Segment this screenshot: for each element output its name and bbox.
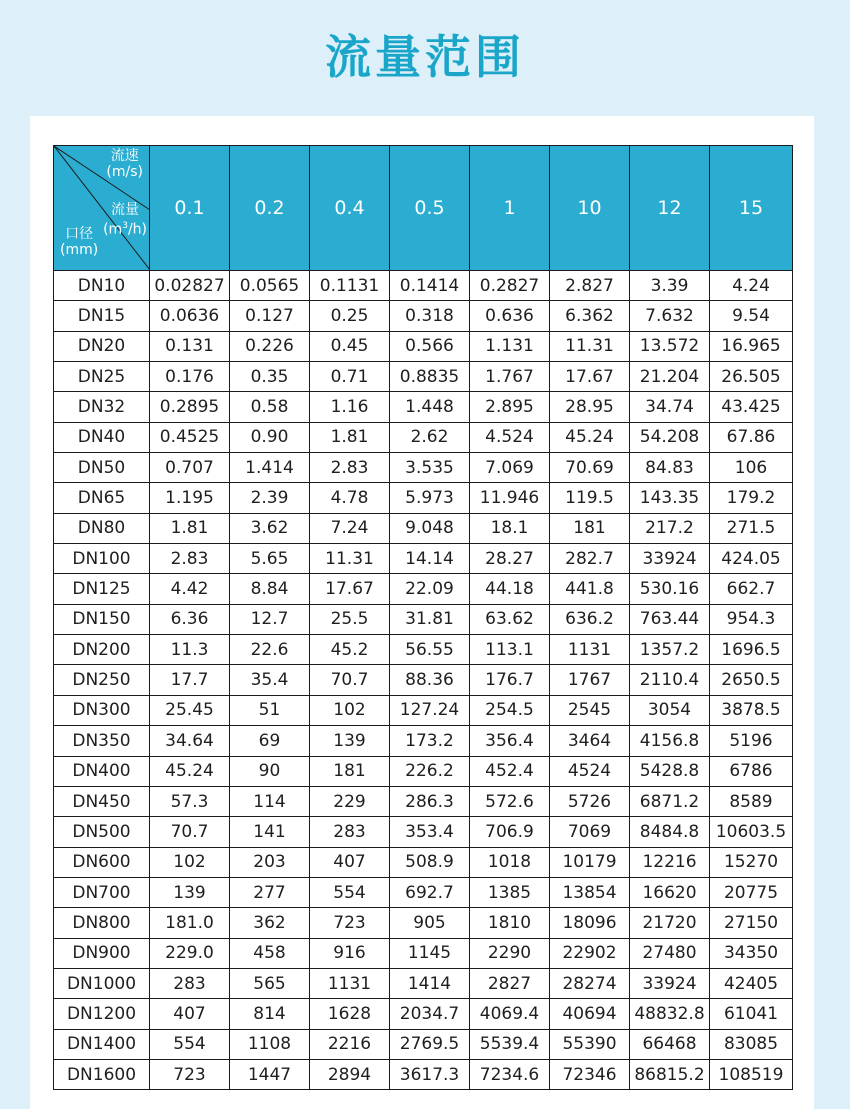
flow-value-cell: 70.7 <box>150 817 230 847</box>
table-row <box>54 271 793 301</box>
flow-value-cell: 22902 <box>550 938 630 968</box>
flow-value-cell: 565 <box>230 968 310 998</box>
flow-value-cell: 12216 <box>630 847 710 877</box>
flow-value-cell: 28.95 <box>550 392 630 422</box>
flow-value-cell: 6.36 <box>150 604 230 634</box>
speed-header-cell: 0.5 <box>390 146 470 271</box>
flow-value-cell: 1.81 <box>150 513 230 543</box>
flow-value-cell: 17.67 <box>550 362 630 392</box>
flow-value-cell: 22.6 <box>230 635 310 665</box>
flow-value-cell: 139 <box>310 726 390 756</box>
diameter-cell: DN350 <box>54 726 150 756</box>
flow-value-cell: 0.90 <box>230 422 310 452</box>
flow-value-cell: 723 <box>150 1059 230 1089</box>
flow-value-cell: 22.09 <box>390 574 470 604</box>
flow-value-cell: 229.0 <box>150 938 230 968</box>
flow-value-cell: 4.524 <box>470 422 550 452</box>
flow-value-cell: 2034.7 <box>390 999 470 1029</box>
flow-value-cell: 179.2 <box>710 483 793 513</box>
flow-value-cell: 33924 <box>630 544 710 574</box>
flow-value-cell: 16620 <box>630 877 710 907</box>
flow-value-cell: 572.6 <box>470 786 550 816</box>
flow-value-cell: 20775 <box>710 877 793 907</box>
flow-unit-suffix: /h) <box>127 221 147 238</box>
diameter-cell: DN40 <box>54 422 150 452</box>
flow-value-cell: 84.83 <box>630 453 710 483</box>
table-row <box>54 817 793 847</box>
flow-value-cell: 61041 <box>710 999 793 1029</box>
flow-value-cell: 45.24 <box>550 422 630 452</box>
flow-value-cell: 452.4 <box>470 756 550 786</box>
diameter-axis-label <box>60 226 98 258</box>
flow-value-cell: 0.4525 <box>150 422 230 452</box>
flow-value-cell: 723 <box>310 908 390 938</box>
flow-value-cell: 8589 <box>710 786 793 816</box>
flow-value-cell: 286.3 <box>390 786 470 816</box>
flow-value-cell: 141 <box>230 817 310 847</box>
flow-axis-label <box>103 202 147 238</box>
flow-value-cell: 181.0 <box>150 908 230 938</box>
flow-value-cell: 67.86 <box>710 422 793 452</box>
flow-value-cell: 2.83 <box>310 453 390 483</box>
flow-value-cell: 407 <box>150 999 230 1029</box>
diameter-cell: DN80 <box>54 513 150 543</box>
table-row <box>54 453 793 483</box>
table-row <box>54 968 793 998</box>
flow-value-cell: 10603.5 <box>710 817 793 847</box>
flow-label: 流量 <box>111 202 140 218</box>
flow-value-cell: 44.18 <box>470 574 550 604</box>
flow-value-cell: 2.62 <box>390 422 470 452</box>
flow-value-cell: 5726 <box>550 786 630 816</box>
flow-value-cell: 34350 <box>710 938 793 968</box>
flow-value-cell: 33924 <box>630 968 710 998</box>
table-row <box>54 877 793 907</box>
flow-value-cell: 181 <box>550 513 630 543</box>
page-title: 流量范围 <box>325 30 525 84</box>
flow-value-cell: 5428.8 <box>630 756 710 786</box>
flow-value-cell: 7234.6 <box>470 1059 550 1089</box>
flow-value-cell: 173.2 <box>390 726 470 756</box>
flow-value-cell: 0.1414 <box>390 271 470 301</box>
flow-value-cell: 43.425 <box>710 392 793 422</box>
flow-value-cell: 34.64 <box>150 726 230 756</box>
flow-value-cell: 119.5 <box>550 483 630 513</box>
table-row <box>54 665 793 695</box>
flow-value-cell: 54.208 <box>630 422 710 452</box>
flow-value-cell: 0.226 <box>230 331 310 361</box>
flow-value-cell: 1.81 <box>310 422 390 452</box>
flow-value-cell: 5539.4 <box>470 1029 550 1059</box>
table-row <box>54 726 793 756</box>
flow-value-cell: 11.31 <box>310 544 390 574</box>
flow-value-cell: 0.8835 <box>390 362 470 392</box>
flow-value-cell: 1.16 <box>310 392 390 422</box>
diameter-cell: DN32 <box>54 392 150 422</box>
flow-value-cell: 143.35 <box>630 483 710 513</box>
table-row <box>54 301 793 331</box>
table-row <box>54 483 793 513</box>
table-row <box>54 999 793 1029</box>
table-row <box>54 908 793 938</box>
flow-value-cell: 0.0565 <box>230 271 310 301</box>
flow-value-cell: 8484.8 <box>630 817 710 847</box>
diameter-cell: DN100 <box>54 544 150 574</box>
flow-value-cell: 16.965 <box>710 331 793 361</box>
flow-value-cell: 42405 <box>710 968 793 998</box>
flow-value-cell: 102 <box>310 695 390 725</box>
flow-value-cell: 139 <box>150 877 230 907</box>
diameter-cell: DN900 <box>54 938 150 968</box>
flow-value-cell: 3464 <box>550 726 630 756</box>
flow-value-cell: 2.895 <box>470 392 550 422</box>
flow-value-cell: 45.2 <box>310 635 390 665</box>
diameter-cell: DN1200 <box>54 999 150 1029</box>
flow-value-cell: 6.362 <box>550 301 630 331</box>
flow-range-table <box>53 145 793 1090</box>
flow-value-cell: 4.78 <box>310 483 390 513</box>
flow-value-cell: 441.8 <box>550 574 630 604</box>
speed-header-cell: 12 <box>630 146 710 271</box>
flow-value-cell: 3.535 <box>390 453 470 483</box>
flow-value-cell: 2894 <box>310 1059 390 1089</box>
diameter-cell: DN10 <box>54 271 150 301</box>
flow-value-cell: 706.9 <box>470 817 550 847</box>
flow-value-cell: 8.84 <box>230 574 310 604</box>
flow-value-cell: 271.5 <box>710 513 793 543</box>
flow-value-cell: 13854 <box>550 877 630 907</box>
table-row <box>54 635 793 665</box>
flow-value-cell: 10179 <box>550 847 630 877</box>
flow-value-cell: 3878.5 <box>710 695 793 725</box>
flow-value-cell: 1131 <box>550 635 630 665</box>
table-row <box>54 392 793 422</box>
flow-value-cell: 1018 <box>470 847 550 877</box>
flow-value-cell: 217.2 <box>630 513 710 543</box>
flow-value-cell: 1810 <box>470 908 550 938</box>
flow-value-cell: 5.65 <box>230 544 310 574</box>
header-row <box>54 146 793 271</box>
diameter-cell: DN700 <box>54 877 150 907</box>
flow-value-cell: 277 <box>230 877 310 907</box>
speed-header-cell: 1 <box>470 146 550 271</box>
table-row <box>54 786 793 816</box>
flow-value-cell: 2.39 <box>230 483 310 513</box>
flow-value-cell: 25.5 <box>310 604 390 634</box>
flow-value-cell: 1.448 <box>390 392 470 422</box>
flow-value-cell: 1108 <box>230 1029 310 1059</box>
flow-value-cell: 1628 <box>310 999 390 1029</box>
speed-header-cell: 0.2 <box>230 146 310 271</box>
speed-label: 流速 <box>110 148 139 164</box>
flow-value-cell: 2.827 <box>550 271 630 301</box>
table-row <box>54 756 793 786</box>
flow-value-cell: 4069.4 <box>470 999 550 1029</box>
flow-value-cell: 63.62 <box>470 604 550 634</box>
flow-value-cell: 508.9 <box>390 847 470 877</box>
table-row <box>54 513 793 543</box>
flow-value-cell: 3617.3 <box>390 1059 470 1089</box>
flow-value-cell: 70.7 <box>310 665 390 695</box>
flow-value-cell: 356.4 <box>470 726 550 756</box>
flow-value-cell: 3.39 <box>630 271 710 301</box>
table-row <box>54 604 793 634</box>
flow-value-cell: 692.7 <box>390 877 470 907</box>
flow-value-cell: 11.3 <box>150 635 230 665</box>
flow-value-cell: 127.24 <box>390 695 470 725</box>
flow-value-cell: 1131 <box>310 968 390 998</box>
flow-value-cell: 1.414 <box>230 453 310 483</box>
flow-value-cell: 229 <box>310 786 390 816</box>
flow-value-cell: 70.69 <box>550 453 630 483</box>
flow-value-cell: 6871.2 <box>630 786 710 816</box>
flow-value-cell: 5.973 <box>390 483 470 513</box>
diameter-unit: (mm) <box>60 242 99 258</box>
flow-value-cell: 9.54 <box>710 301 793 331</box>
flow-value-cell: 3.62 <box>230 513 310 543</box>
flow-value-cell: 1.767 <box>470 362 550 392</box>
flow-value-cell: 4.24 <box>710 271 793 301</box>
flow-value-cell: 636.2 <box>550 604 630 634</box>
flow-value-cell: 0.636 <box>470 301 550 331</box>
flow-value-cell: 1767 <box>550 665 630 695</box>
flow-value-cell: 35.4 <box>230 665 310 695</box>
flow-value-cell: 34.74 <box>630 392 710 422</box>
diameter-cell: DN300 <box>54 695 150 725</box>
flow-value-cell: 5196 <box>710 726 793 756</box>
diameter-label: 口径 <box>65 226 94 242</box>
flow-value-cell: 17.67 <box>310 574 390 604</box>
flow-value-cell: 0.71 <box>310 362 390 392</box>
diameter-cell: DN20 <box>54 331 150 361</box>
flow-value-cell: 17.7 <box>150 665 230 695</box>
flow-value-cell: 12.7 <box>230 604 310 634</box>
flow-value-cell: 1414 <box>390 968 470 998</box>
flow-value-cell: 2769.5 <box>390 1029 470 1059</box>
flow-value-cell: 905 <box>390 908 470 938</box>
flow-value-cell: 2216 <box>310 1029 390 1059</box>
flow-value-cell: 15270 <box>710 847 793 877</box>
flow-value-cell: 88.36 <box>390 665 470 695</box>
table-row <box>54 362 793 392</box>
diameter-cell: DN600 <box>54 847 150 877</box>
flow-value-cell: 0.58 <box>230 392 310 422</box>
flow-value-cell: 13.572 <box>630 331 710 361</box>
flow-value-cell: 2.83 <box>150 544 230 574</box>
flow-value-cell: 283 <box>150 968 230 998</box>
flow-value-cell: 83085 <box>710 1029 793 1059</box>
flow-value-cell: 18096 <box>550 908 630 938</box>
speed-header-cell: 10 <box>550 146 630 271</box>
flow-value-cell: 662.7 <box>710 574 793 604</box>
flow-value-cell: 48832.8 <box>630 999 710 1029</box>
diameter-cell: DN65 <box>54 483 150 513</box>
flow-value-cell: 0.131 <box>150 331 230 361</box>
flow-value-cell: 0.2827 <box>470 271 550 301</box>
diameter-cell: DN15 <box>54 301 150 331</box>
flow-value-cell: 226.2 <box>390 756 470 786</box>
flow-value-cell: 4.42 <box>150 574 230 604</box>
flow-value-cell: 2545 <box>550 695 630 725</box>
flow-value-cell: 72346 <box>550 1059 630 1089</box>
flow-value-cell: 1.195 <box>150 483 230 513</box>
flow-value-cell: 14.14 <box>390 544 470 574</box>
flow-value-cell: 2110.4 <box>630 665 710 695</box>
flow-value-cell: 7.632 <box>630 301 710 331</box>
flow-value-cell: 106 <box>710 453 793 483</box>
flow-value-cell: 2290 <box>470 938 550 968</box>
flow-value-cell: 254.5 <box>470 695 550 725</box>
flow-value-cell: 0.127 <box>230 301 310 331</box>
flow-value-cell: 113.1 <box>470 635 550 665</box>
flow-value-cell: 283 <box>310 817 390 847</box>
diameter-cell: DN400 <box>54 756 150 786</box>
flow-unit-sup: 3 <box>122 221 128 231</box>
flow-unit <box>103 218 147 238</box>
flow-value-cell: 55390 <box>550 1029 630 1059</box>
flow-value-cell: 407 <box>310 847 390 877</box>
diameter-cell: DN500 <box>54 817 150 847</box>
diameter-cell: DN250 <box>54 665 150 695</box>
flow-value-cell: 69 <box>230 726 310 756</box>
flow-value-cell: 176.7 <box>470 665 550 695</box>
flow-value-cell: 2650.5 <box>710 665 793 695</box>
diameter-cell: DN450 <box>54 786 150 816</box>
flow-value-cell: 90 <box>230 756 310 786</box>
flow-value-cell: 3054 <box>630 695 710 725</box>
flow-value-cell: 6786 <box>710 756 793 786</box>
table-row <box>54 1029 793 1059</box>
speed-header-cell: 0.4 <box>310 146 390 271</box>
flow-value-cell: 458 <box>230 938 310 968</box>
flow-value-cell: 0.0636 <box>150 301 230 331</box>
flow-value-cell: 1696.5 <box>710 635 793 665</box>
flow-value-cell: 28274 <box>550 968 630 998</box>
flow-value-cell: 0.2895 <box>150 392 230 422</box>
table-row <box>54 695 793 725</box>
flow-value-cell: 57.3 <box>150 786 230 816</box>
flow-value-cell: 814 <box>230 999 310 1029</box>
flow-value-cell: 11.946 <box>470 483 550 513</box>
flow-value-cell: 45.24 <box>150 756 230 786</box>
flow-value-cell: 108519 <box>710 1059 793 1089</box>
diameter-cell: DN50 <box>54 453 150 483</box>
flow-value-cell: 916 <box>310 938 390 968</box>
diameter-cell: DN200 <box>54 635 150 665</box>
flow-value-cell: 7.069 <box>470 453 550 483</box>
flow-value-cell: 530.16 <box>630 574 710 604</box>
diameter-cell: DN1600 <box>54 1059 150 1089</box>
flow-value-cell: 203 <box>230 847 310 877</box>
flow-value-cell: 0.1131 <box>310 271 390 301</box>
flow-value-cell: 4156.8 <box>630 726 710 756</box>
corner-header-cell <box>54 146 150 271</box>
diameter-cell: DN800 <box>54 908 150 938</box>
diameter-cell: DN125 <box>54 574 150 604</box>
flow-value-cell: 66468 <box>630 1029 710 1059</box>
diameter-cell: DN1000 <box>54 968 150 998</box>
flow-value-cell: 282.7 <box>550 544 630 574</box>
flow-value-cell: 1145 <box>390 938 470 968</box>
flow-value-cell: 0.35 <box>230 362 310 392</box>
flow-value-cell: 362 <box>230 908 310 938</box>
flow-value-cell: 554 <box>150 1029 230 1059</box>
flow-value-cell: 554 <box>310 877 390 907</box>
flow-value-cell: 4524 <box>550 756 630 786</box>
flow-value-cell: 0.566 <box>390 331 470 361</box>
table-body <box>54 271 793 1090</box>
flow-value-cell: 18.1 <box>470 513 550 543</box>
flow-value-cell: 353.4 <box>390 817 470 847</box>
flow-value-cell: 102 <box>150 847 230 877</box>
flow-value-cell: 954.3 <box>710 604 793 634</box>
table-row <box>54 847 793 877</box>
speed-axis-label <box>106 148 143 180</box>
flow-value-cell: 40694 <box>550 999 630 1029</box>
flow-value-cell: 11.31 <box>550 331 630 361</box>
table-row <box>54 1059 793 1089</box>
flow-value-cell: 7.24 <box>310 513 390 543</box>
flow-value-cell: 26.505 <box>710 362 793 392</box>
flow-value-cell: 31.81 <box>390 604 470 634</box>
flow-value-cell: 424.05 <box>710 544 793 574</box>
speed-unit: (m/s) <box>106 164 143 180</box>
flow-value-cell: 28.27 <box>470 544 550 574</box>
flow-unit-prefix: (m <box>103 221 123 238</box>
flow-value-cell: 9.048 <box>390 513 470 543</box>
speed-header-cell: 0.1 <box>150 146 230 271</box>
flow-value-cell: 1447 <box>230 1059 310 1089</box>
flow-value-cell: 0.318 <box>390 301 470 331</box>
table-row <box>54 331 793 361</box>
flow-value-cell: 0.176 <box>150 362 230 392</box>
flow-value-cell: 0.25 <box>310 301 390 331</box>
flow-value-cell: 21.204 <box>630 362 710 392</box>
flow-value-cell: 7069 <box>550 817 630 847</box>
table-row <box>54 938 793 968</box>
flow-value-cell: 51 <box>230 695 310 725</box>
diameter-cell: DN150 <box>54 604 150 634</box>
table-row <box>54 574 793 604</box>
flow-value-cell: 86815.2 <box>630 1059 710 1089</box>
flow-value-cell: 1.131 <box>470 331 550 361</box>
diameter-cell: DN25 <box>54 362 150 392</box>
table-row <box>54 544 793 574</box>
flow-value-cell: 25.45 <box>150 695 230 725</box>
flow-value-cell: 0.45 <box>310 331 390 361</box>
flow-value-cell: 0.02827 <box>150 271 230 301</box>
flow-value-cell: 0.707 <box>150 453 230 483</box>
flow-value-cell: 27480 <box>630 938 710 968</box>
flow-value-cell: 56.55 <box>390 635 470 665</box>
speed-header-cell: 15 <box>710 146 793 271</box>
flow-value-cell: 114 <box>230 786 310 816</box>
flow-value-cell: 27150 <box>710 908 793 938</box>
flow-value-cell: 763.44 <box>630 604 710 634</box>
diameter-cell: DN1400 <box>54 1029 150 1059</box>
flow-value-cell: 1385 <box>470 877 550 907</box>
flow-value-cell: 21720 <box>630 908 710 938</box>
flow-value-cell: 1357.2 <box>630 635 710 665</box>
flow-value-cell: 181 <box>310 756 390 786</box>
flow-value-cell: 2827 <box>470 968 550 998</box>
table-row <box>54 422 793 452</box>
